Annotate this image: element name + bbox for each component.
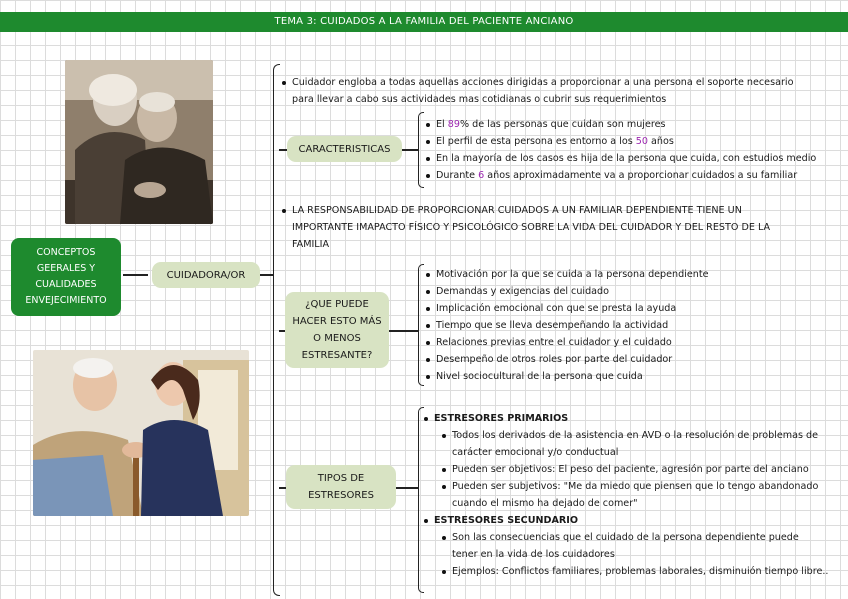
caregiver-photo (33, 350, 249, 516)
caracteristicas-bracket (418, 112, 424, 188)
intro-line-2: para llevar a cabo sus actividades mas cotidianas o cubrir sus requerimientos (292, 94, 667, 105)
primario-item (442, 461, 834, 478)
heading-text: ESTRESORES SECUNDARIO (434, 515, 579, 526)
bullet-dot (442, 570, 446, 574)
item-text: Pueden ser subjetivos: "Me da miedo que piensen que lo tengo abandonado (452, 481, 819, 492)
bullet-dot (442, 485, 446, 489)
intro-text (282, 74, 793, 108)
caracteristica-item (426, 116, 816, 133)
bullet-dot (442, 536, 446, 540)
responsabilidad-line-1: LA RESPONSABILIDAD DE PROPORCIONAR CUIDADOS A UN FAMILIAR DEPENDIENTE TIENE UN (292, 205, 742, 216)
item-text: En la mayoría de los casos es hija de la persona que cuida, con estudios medio (436, 153, 817, 164)
bullet-dot (442, 468, 446, 472)
item-text: tener en la vida de los cuidadores (452, 549, 615, 560)
bullet-dot (424, 519, 428, 523)
root-concept-node: CONCEPTOS GEERALES Y CUALIDADES ENVEJECIMIENTO (11, 238, 121, 316)
item-text: años aproximadamente va a proporcionar cuidados a su familiar (484, 170, 798, 181)
item-text: Motivación por la que se cuida a la persona dependiente (436, 269, 709, 280)
primarios-list (424, 427, 834, 512)
connector-line (123, 274, 148, 276)
caracteristica-item (426, 150, 816, 167)
factor-item (426, 317, 709, 334)
highlight-number: 50 (635, 136, 648, 147)
primario-item (442, 427, 834, 461)
caracteristicas-list (426, 116, 816, 184)
item-text: Nivel sociocultural de la persona que cuida (436, 371, 643, 382)
caracteristica-item (426, 167, 816, 184)
secundario-list (424, 529, 834, 580)
tipos-estresores-node: TIPOS DE ESTRESORES (286, 465, 396, 509)
responsabilidad-line-2: IMPORTANTE IMAPACTO FÍSICO Y PSICOLÓGICO SOBRE LA VIDA DEL CUIDADOR Y DEL RESTO DE LA (292, 222, 771, 233)
bullet-dot (282, 209, 286, 213)
factor-item (426, 368, 709, 385)
bullet-dot (282, 81, 286, 85)
connector-line (279, 487, 286, 489)
factor-item (426, 283, 709, 300)
que-hacer-list (426, 266, 709, 385)
bullet-dot (426, 341, 430, 345)
bullet-dot (426, 174, 430, 178)
factor-item (426, 300, 709, 317)
title-bar: TEMA 3: CUIDADOS A LA FAMILIA DEL PACIENTE ANCIANO (0, 12, 848, 32)
bullet-dot (426, 273, 430, 277)
item-text: Tiempo que se lleva desempeñando la actividad (436, 320, 669, 331)
bullet-dot (426, 324, 430, 328)
highlight-number: 89 (447, 119, 460, 130)
connector-line (260, 274, 273, 276)
secundario-item (442, 529, 834, 563)
caracteristicas-node: CARACTERISTICAS (287, 136, 402, 162)
bullet-dot (426, 290, 430, 294)
item-text: años (648, 136, 674, 147)
bullet-dot (426, 375, 430, 379)
item-text: Demandas y exigencias del cuidado (436, 286, 610, 297)
primario-item (442, 478, 834, 512)
responsabilidad-text (282, 202, 770, 253)
item-text: Durante (436, 170, 479, 181)
factor-item (426, 334, 709, 351)
que-hacer-node: ¿QUE PUEDE HACER ESTO MÁS O MENOS ESTRESANTE? (285, 292, 389, 368)
heading-text: ESTRESORES PRIMARIOS (434, 413, 569, 424)
highlight-number: 6 (478, 170, 485, 181)
item-text: Pueden ser objetivos: El peso del paciente, agresión por parte del anciano (452, 464, 809, 475)
item-text: cuando el mismo ha dejado de comer" (452, 498, 638, 509)
item-text: El (436, 119, 448, 130)
bullet-dot (426, 140, 430, 144)
cuidadora-node: CUIDADORA/OR (152, 262, 260, 288)
item-text: Todos los derivados de la asistencia en AVD o la resolución de problemas de (452, 430, 818, 441)
tipos-content (424, 410, 834, 580)
bullet-dot (442, 434, 446, 438)
item-text: Implicación emocional con que se presta la ayuda (436, 303, 677, 314)
bullet-dot (426, 123, 430, 127)
primarios-heading (424, 410, 834, 427)
responsabilidad-line-3: FAMILIA (292, 239, 330, 250)
item-text: El perfil de esta persona es entorno a los (436, 136, 636, 147)
que-hacer-bracket (418, 264, 424, 386)
bullet-dot (426, 307, 430, 311)
secundario-heading (424, 512, 834, 529)
item-text: Ejemplos: Conflictos familiares, problemas laborales, disminuión tiempo libre.. (452, 566, 829, 577)
secundario-item (442, 563, 834, 580)
item-text: Son las consecuencias que el cuidado de la persona dependiente puede (452, 532, 799, 543)
connector-line (402, 149, 418, 151)
bullet-dot (426, 157, 430, 161)
item-text: Desempeño de otros roles por parte del cuidador (436, 354, 673, 365)
bullet-dot (424, 417, 428, 421)
intro-line-1: Cuidador engloba a todas aquellas acciones dirigidas a proporcionar a una persona el soporte necesario (292, 77, 794, 88)
item-text: Relaciones previas entre el cuidador y el cuidado (436, 337, 672, 348)
item-text: % de las personas que cuidan son mujeres (460, 119, 666, 130)
caracteristica-item (426, 133, 816, 150)
item-text: carácter emocional y/o conductual (452, 447, 619, 458)
elderly-couple-photo (65, 60, 213, 224)
factor-item (426, 266, 709, 283)
connector-line (396, 487, 418, 489)
connector-line (389, 330, 418, 332)
factor-item (426, 351, 709, 368)
bullet-dot (426, 358, 430, 362)
